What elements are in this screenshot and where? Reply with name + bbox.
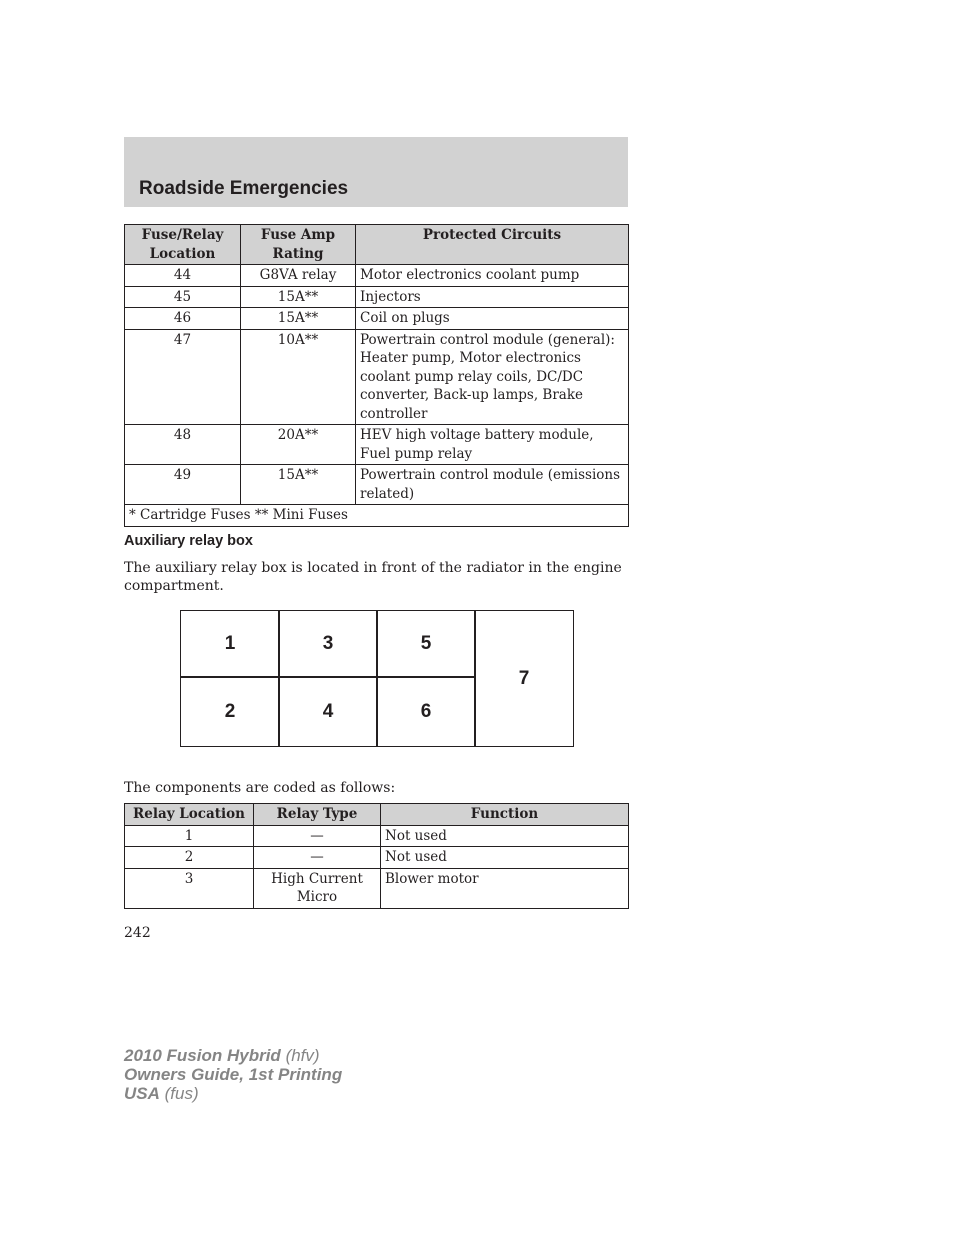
relay-table-header-location: Relay Location xyxy=(125,804,254,826)
table-row xyxy=(125,286,629,308)
fuse-location-cell: 48 xyxy=(125,425,241,465)
relay-table xyxy=(124,803,629,909)
fuse-rating-cell: 15A** xyxy=(241,465,356,505)
relay-location-cell: 2 xyxy=(125,847,254,869)
fuse-table-header-circuits: Protected Circuits xyxy=(356,225,629,265)
auxiliary-relay-box-heading: Auxiliary relay box xyxy=(124,533,253,549)
fuse-table-header-location: Fuse/Relay Location xyxy=(125,225,241,265)
fuse-rating-cell: 15A** xyxy=(241,286,356,308)
fuse-rating-cell: 15A** xyxy=(241,308,356,330)
table-row xyxy=(125,847,629,869)
fuse-table-header-rating: Fuse Amp Rating xyxy=(241,225,356,265)
relay-function-cell: Blower motor xyxy=(381,868,629,908)
table-row xyxy=(125,465,629,505)
footer-line-2 xyxy=(124,1065,342,1084)
document-footer xyxy=(124,1046,342,1103)
fuse-rating-cell: G8VA relay xyxy=(241,265,356,287)
relay-slot-3: 3 xyxy=(278,610,378,678)
table-row xyxy=(125,825,629,847)
fuse-location-cell: 45 xyxy=(125,286,241,308)
relay-slot-4: 4 xyxy=(278,676,378,747)
relay-type-cell: — xyxy=(254,847,381,869)
table-row xyxy=(125,329,629,425)
table-row xyxy=(125,868,629,908)
table-row xyxy=(125,265,629,287)
section-title: Roadside Emergencies xyxy=(139,178,349,199)
footer-model: 2010 Fusion Hybrid xyxy=(124,1046,281,1065)
fuse-location-cell: 47 xyxy=(125,329,241,425)
footer-model-code: (hfv) xyxy=(285,1046,320,1065)
fuse-table-footnote-row xyxy=(125,505,629,527)
fuse-circuits-cell: Powertrain control module (emissions related) xyxy=(356,465,629,505)
fuse-table xyxy=(124,224,629,527)
relay-function-cell: Not used xyxy=(381,847,629,869)
relay-slot-5: 5 xyxy=(376,610,476,678)
footer-guide: Owners Guide, 1st Printing xyxy=(124,1065,343,1084)
components-coded-text: The components are coded as follows: xyxy=(124,780,396,796)
fuse-circuits-cell: HEV high voltage battery module, Fuel pump relay xyxy=(356,425,629,465)
relay-slot-2: 2 xyxy=(180,676,280,747)
fuse-rating-cell: 20A** xyxy=(241,425,356,465)
relay-slot-6: 6 xyxy=(376,676,476,747)
footer-line-1 xyxy=(124,1046,342,1065)
fuse-table-footnote: * Cartridge Fuses ** Mini Fuses xyxy=(125,505,629,527)
relay-location-cell: 3 xyxy=(125,868,254,908)
relay-function-cell: Not used xyxy=(381,825,629,847)
relay-type-cell: — xyxy=(254,825,381,847)
fuse-location-cell: 46 xyxy=(125,308,241,330)
relay-slot-7: 7 xyxy=(474,610,574,747)
fuse-circuits-cell: Injectors xyxy=(356,286,629,308)
relay-table-header-row xyxy=(125,804,629,826)
footer-market: USA xyxy=(124,1084,160,1103)
relay-table-header-function: Function xyxy=(381,804,629,826)
relay-type-cell: High Current Micro xyxy=(254,868,381,908)
footer-market-code: (fus) xyxy=(164,1084,199,1103)
fuse-location-cell: 44 xyxy=(125,265,241,287)
page-number: 242 xyxy=(124,925,151,941)
fuse-circuits-cell: Powertrain control module (general): Heater pump, Motor electronics coolant pump relay coils, DC/DC converter, Back-up lamps, Brake controller xyxy=(356,329,629,425)
fuse-location-cell: 49 xyxy=(125,465,241,505)
fuse-table-header-row xyxy=(125,225,629,265)
table-row xyxy=(125,425,629,465)
fuse-circuits-cell: Coil on plugs xyxy=(356,308,629,330)
fuse-circuits-cell: Motor electronics coolant pump xyxy=(356,265,629,287)
relay-location-cell: 1 xyxy=(125,825,254,847)
fuse-rating-cell: 10A** xyxy=(241,329,356,425)
auxiliary-relay-box-intro: The auxiliary relay box is located in front of the radiator in the engine compartment. xyxy=(124,560,622,594)
relay-table-header-type: Relay Type xyxy=(254,804,381,826)
relay-slot-1: 1 xyxy=(180,610,280,678)
footer-line-3 xyxy=(124,1084,342,1103)
relay-box-diagram xyxy=(180,610,574,747)
table-row xyxy=(125,308,629,330)
